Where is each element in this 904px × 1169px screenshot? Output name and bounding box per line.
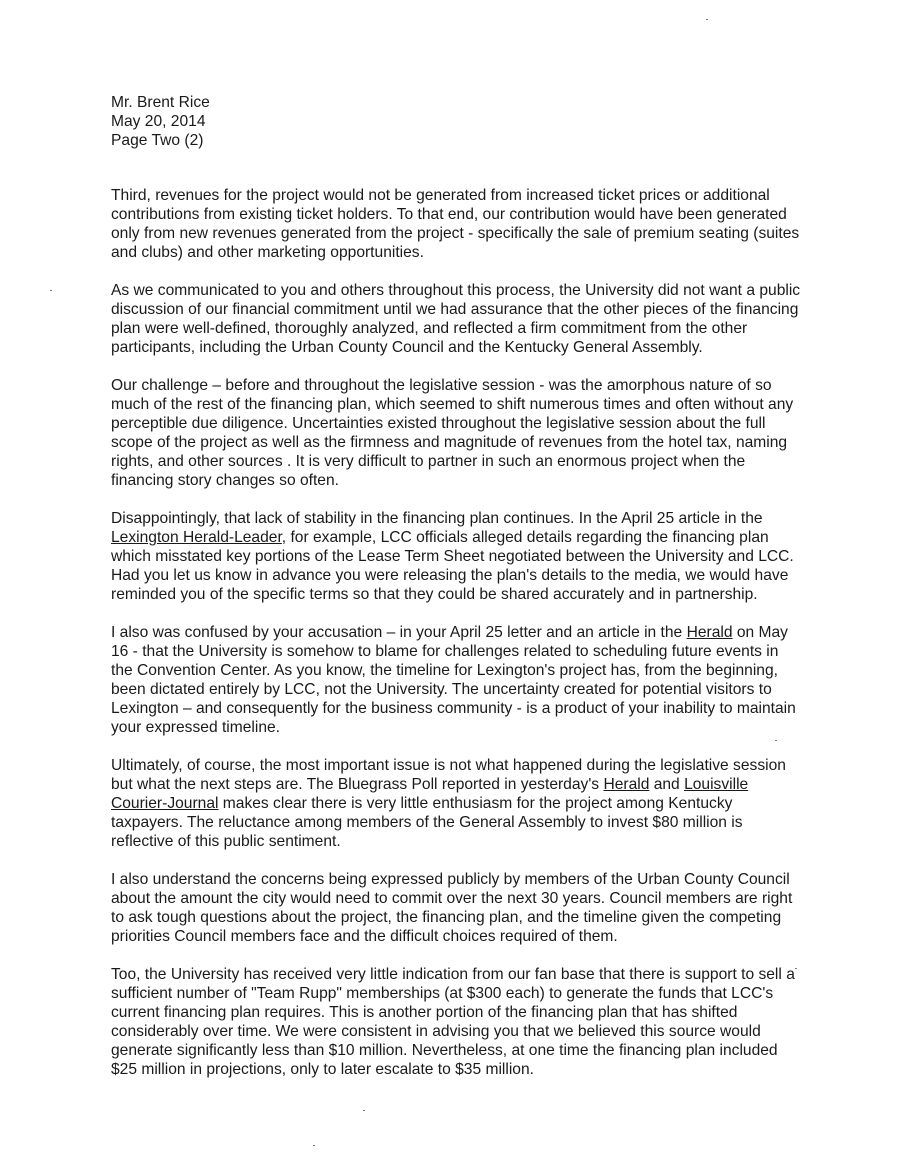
paragraph-text: makes clear there is very little enthusiasm for the project among Kentucky taxpayers. The reluctance among members of the General Assembly to invest $80 million is reflective of this public sentiment. [111, 795, 743, 850]
paragraph-text: As we communicated to you and others throughout this process, the University did not want a public discussion of our financial commitment until we had assurance that the other pieces of the financing plan were well-defined, thoroughly analyzed, and reflected a firm commitment from the other participants, including the Urban County Council and the Kentucky General Assembly. [111, 282, 801, 356]
paragraph-text: Ultimately, of course, the most important issue is not what happened during the legislative session but what the next steps are. The Bluegrass Poll reported in yesterday's [111, 757, 786, 793]
page-number: Page Two (2) [111, 132, 204, 149]
paragraph-text: Third, revenues for the project would not be generated from increased ticket prices or additional contributions from existing ticket holders. To that end, our contribution would have been generated only from new revenues generated from the project - specifically the sale of premium seating (suites and clubs) and other marketing opportunities. [111, 187, 800, 261]
body-paragraph [111, 623, 801, 737]
body-paragraph [111, 509, 801, 604]
paragraph-text: Our challenge – before and throughout the legislative session - was the amorphous nature of so much of the rest of the financing plan, which seemed to shift numerous times and often without any perceptible due diligence. Uncertainties existed throughout the legislative session about the full scope of the project as well as the firmness and magnitude of revenues from the hotel tax, naming rights, and other sources . It is very difficult to partner in such an enormous project when the financing story changes so often. [111, 377, 794, 489]
paragraph-text: I also understand the concerns being expressed publicly by members of the Urban County Council about the amount the city would need to commit over the next 30 years. Council members are right to ask tough questions about the project, the financing plan, and the timeline given the competing priorities Council members face and the difficult choices required of them. [111, 871, 793, 945]
paragraph-text: , for example, LCC officials alleged details regarding the financing plan which misstated key portions of the Lease Term Sheet negotiated between the University and LCC. Had you let us know in advance you were releasing the plan's details to the media, we would have reminded you of the specific terms so that they could be shared accurately and in partnership. [111, 529, 794, 603]
paragraph-text: I also was confused by your accusation – in your April 25 letter and an article in the [111, 624, 687, 641]
letter-header [111, 93, 511, 150]
body-paragraph [111, 376, 801, 490]
scan-speck [50, 290, 52, 291]
body-paragraph [111, 870, 801, 946]
letter-body [111, 186, 801, 1098]
body-paragraph [111, 281, 801, 357]
scan-speck [363, 1110, 365, 1111]
scan-speck [706, 19, 708, 20]
paragraph-text: Too, the University has received very little indication from our fan base that there is support to sell a sufficient number of "Team Rupp" memberships (at $300 each) to generate the funds that LCC's current financing plan requires. This is another portion of the financing plan that has shifted considerably over time. We were consistent in advising you that we believed this source would generate significantly less than $10 million. Nevertheless, at one time the financing plan included $25 million in projections, only to later escalate to $35 million. [111, 966, 795, 1078]
publication-title: Louisville Courier-Journal [111, 776, 749, 812]
body-paragraph [111, 965, 801, 1079]
scan-speck [313, 1145, 315, 1146]
paragraph-text: Disappointingly, that lack of stability in the financing plan continues. In the April 25 article in the [111, 510, 763, 527]
publication-title: Herald [603, 776, 650, 793]
publication-title: Herald [686, 624, 733, 641]
recipient-name: Mr. Brent Rice [111, 94, 210, 111]
letter-date: May 20, 2014 [111, 113, 206, 130]
body-paragraph [111, 186, 801, 262]
scan-speck [775, 740, 777, 741]
paragraph-text: and [649, 776, 685, 793]
body-paragraph [111, 756, 801, 851]
scan-speck [795, 968, 797, 969]
publication-title: Lexington Herald-Leader [111, 529, 282, 546]
paragraph-text: on May 16 - that the University is somehow to blame for challenges related to scheduling future events in the Convention Center. As you know, the timeline for Lexington's project has, from the beginning, been dictated entirely by LCC, not the University. The uncertainty created for potential visitors to Lexington – and consequently for the business community - is a product of your inability to maintain your expressed timeline. [111, 624, 796, 736]
